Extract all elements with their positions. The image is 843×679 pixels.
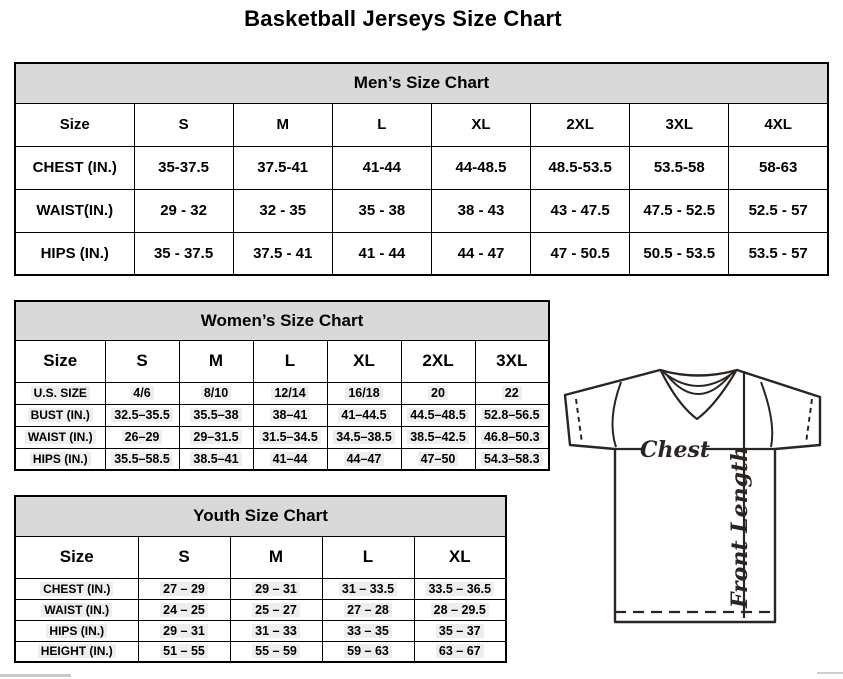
right-armhole-seam [761,382,772,447]
size-value-cell: 41–44 [253,448,327,470]
size-value-cell: 52.5 - 57 [729,189,828,232]
right-cuff-dashed-line [806,399,812,443]
collar-band-curve-2 [666,374,731,394]
table-title-row [15,496,506,536]
column-header-cell: 2XL [401,340,475,382]
column-header-cell: 4XL [729,103,828,146]
row-label-cell: WAIST(IN.) [15,189,134,232]
size-value-cell: 35 - 37.5 [134,232,233,275]
jersey-outline-shape [565,370,820,622]
column-header-cell: M [230,536,322,578]
size-value-cell: 33.5 – 36.5 [414,578,506,599]
column-header-cell: S [134,103,233,146]
size-value-cell: 12/14 [253,382,327,404]
column-header-cell: Size [15,103,134,146]
size-value-cell: 38–41 [253,404,327,426]
left-cuff-dashed-line [576,399,582,443]
column-header-cell: XL [327,340,401,382]
row-label-cell: HEIGHT (IN.) [15,641,138,662]
scrollbar-fragment-right[interactable] [817,672,843,674]
column-header-cell: S [105,340,179,382]
column-header-cell: XL [414,536,506,578]
column-header-cell: Size [15,536,138,578]
size-value-cell: 37.5 - 41 [233,232,332,275]
size-value-cell: 43 - 47.5 [531,189,630,232]
size-value-cell: 31 – 33 [230,620,322,641]
left-armhole-seam [612,382,621,447]
column-header-cell: L [322,536,414,578]
table-title-row [15,63,828,103]
size-value-cell: 22 [475,382,549,404]
column-header-row [15,340,549,382]
size-value-cell: 44.5–48.5 [401,404,475,426]
size-value-cell: 4/6 [105,382,179,404]
table-row [15,620,506,641]
size-value-cell: 53.5 - 57 [729,232,828,275]
column-header-cell: M [233,103,332,146]
table-row [15,404,549,426]
size-value-cell: 27 – 29 [138,578,230,599]
column-header-cell: L [332,103,431,146]
jersey-measurement-diagram [550,355,843,640]
column-header-cell: S [138,536,230,578]
size-value-cell: 47–50 [401,448,475,470]
column-header-cell: 3XL [475,340,549,382]
column-header-row [15,536,506,578]
size-value-cell: 44-48.5 [431,146,530,189]
table-row [15,426,549,448]
size-value-cell: 54.3–58.3 [475,448,549,470]
size-value-cell: 35 - 38 [332,189,431,232]
size-value-cell: 38 - 43 [431,189,530,232]
size-value-cell: 47.5 - 52.5 [630,189,729,232]
table-row [15,232,828,275]
size-value-cell: 41-44 [332,146,431,189]
row-label-cell: CHEST (IN.) [15,578,138,599]
size-value-cell: 63 – 67 [414,641,506,662]
column-header-cell: 2XL [531,103,630,146]
size-value-cell: 24 – 25 [138,599,230,620]
front-length-label: Front Length [727,445,753,609]
row-label-cell: HIPS (IN.) [15,448,105,470]
size-value-cell: 50.5 - 53.5 [630,232,729,275]
table-row [15,578,506,599]
table-title: Men’s Size Chart [15,63,828,103]
size-value-cell: 29 – 31 [138,620,230,641]
table-row [15,146,828,189]
row-label-cell: U.S. SIZE [15,382,105,404]
size-value-cell: 25 – 27 [230,599,322,620]
table-title: Youth Size Chart [15,496,506,536]
size-value-cell: 20 [401,382,475,404]
size-value-cell: 41–44.5 [327,404,401,426]
table-title-row [15,301,549,340]
size-value-cell: 35.5–38 [179,404,253,426]
table-row [15,641,506,662]
row-label-cell: HIPS (IN.) [15,620,138,641]
row-label-cell: CHEST (IN.) [15,146,134,189]
column-header-cell: Size [15,340,105,382]
size-value-cell: 32 - 35 [233,189,332,232]
chest-label: Chest [639,437,711,463]
table-row [15,189,828,232]
size-value-cell: 51 – 55 [138,641,230,662]
size-value-cell: 31.5–34.5 [253,426,327,448]
size-value-cell: 35.5–58.5 [105,448,179,470]
size-value-cell: 46.8–50.3 [475,426,549,448]
size-value-cell: 59 – 63 [322,641,414,662]
size-value-cell: 29 – 31 [230,578,322,599]
column-header-cell: 3XL [630,103,729,146]
size-value-cell: 34.5–38.5 [327,426,401,448]
table-row [15,382,549,404]
size-value-cell: 35-37.5 [134,146,233,189]
size-value-cell: 8/10 [179,382,253,404]
scrollbar-fragment-left[interactable] [0,674,71,677]
youth-size-table [14,495,507,663]
column-header-cell: XL [431,103,530,146]
size-value-cell: 29 - 32 [134,189,233,232]
table-title: Women’s Size Chart [15,301,549,340]
size-value-cell: 28 – 29.5 [414,599,506,620]
size-value-cell: 37.5-41 [233,146,332,189]
size-value-cell: 44–47 [327,448,401,470]
size-value-cell: 47 - 50.5 [531,232,630,275]
page-title: Basketball Jerseys Size Chart [244,6,562,31]
size-value-cell: 33 – 35 [322,620,414,641]
size-value-cell: 29–31.5 [179,426,253,448]
column-header-row [15,103,828,146]
size-value-cell: 32.5–35.5 [105,404,179,426]
size-value-cell: 55 – 59 [230,641,322,662]
size-value-cell: 26–29 [105,426,179,448]
size-value-cell: 58-63 [729,146,828,189]
column-header-cell: L [253,340,327,382]
size-value-cell: 41 - 44 [332,232,431,275]
row-label-cell: BUST (IN.) [15,404,105,426]
size-value-cell: 38.5–42.5 [401,426,475,448]
size-value-cell: 27 – 28 [322,599,414,620]
column-header-cell: M [179,340,253,382]
row-label-cell: HIPS (IN.) [15,232,134,275]
size-value-cell: 44 - 47 [431,232,530,275]
size-value-cell: 52.8–56.5 [475,404,549,426]
size-value-cell: 35 – 37 [414,620,506,641]
size-value-cell: 48.5-53.5 [531,146,630,189]
table-row [15,448,549,470]
mens-size-table [14,62,829,276]
row-label-cell: WAIST (IN.) [15,426,105,448]
size-value-cell: 38.5–41 [179,448,253,470]
size-value-cell: 16/18 [327,382,401,404]
table-row [15,599,506,620]
size-value-cell: 53.5-58 [630,146,729,189]
size-value-cell: 31 – 33.5 [322,578,414,599]
row-label-cell: WAIST (IN.) [15,599,138,620]
womens-size-table [14,300,550,471]
